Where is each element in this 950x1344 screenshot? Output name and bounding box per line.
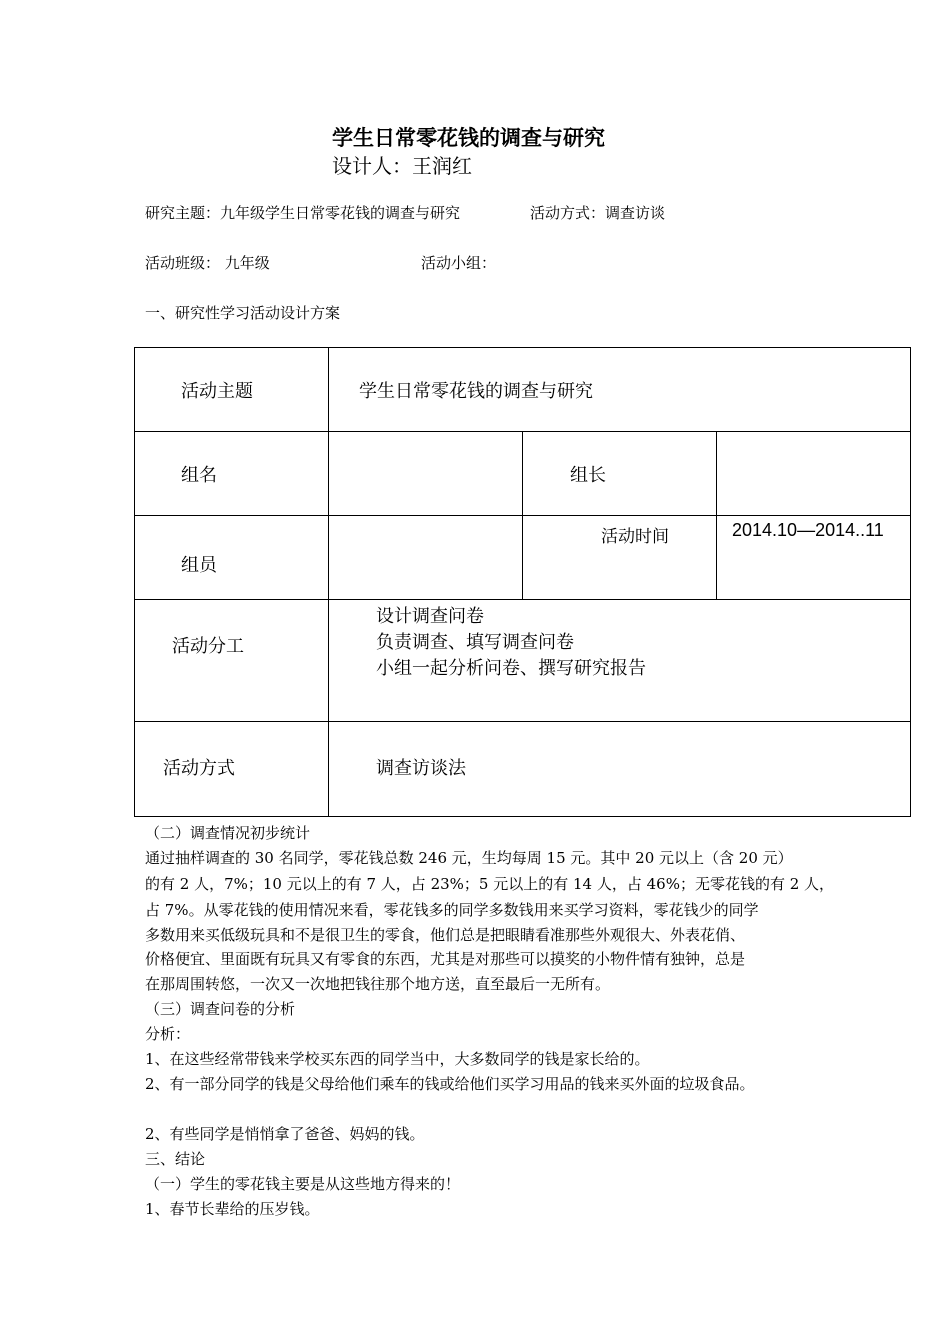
research-topic: 研究主题：九年级学生日常零花钱的调查与研究	[145, 204, 461, 222]
table-row	[135, 348, 911, 432]
activity-class: 活动班级： 九年级	[145, 254, 270, 272]
division-items-cell	[329, 600, 911, 722]
time-value-cell	[717, 516, 911, 600]
stats-line: 占 7%。从零花钱的使用情况来看，零花钱多的同学多数钱用来买学习资料，零花钱少的同学	[145, 901, 759, 919]
conclusion-heading: 三、结论	[145, 1150, 206, 1168]
division-label-cell	[135, 600, 329, 722]
method-label-cell	[135, 722, 329, 817]
stats-line: 价格便宜、里面既有玩具又有零食的东西，尤其是对那些可以摸奖的小物件情有独钟，总是	[145, 950, 746, 968]
table-row	[135, 722, 911, 817]
group-name-value-cell	[329, 432, 523, 516]
topic-value: 学生日常零花钱的调查与研究	[359, 380, 593, 402]
stats-line: 通过抽样调查的 30 名同学，零花钱总数 246 元，生均每周 15 元。其中 20 元以上（含 20 元）	[145, 849, 793, 867]
method-label: 活动方式	[163, 758, 235, 779]
conclusion-subheading: （一）学生的零花钱主要是从这些地方得来的！	[145, 1175, 461, 1193]
group-name-label: 组名	[181, 464, 217, 486]
stats-line: 在那周围转悠，一次又一次地把钱往那个地方送，直至最后一无所有。	[145, 975, 611, 993]
conclusion-item: 1、春节长辈给的压岁钱。	[145, 1200, 320, 1218]
stats-line: 的有 2 人，7%；10 元以上的有 7 人，占 23%；5 元以上的有 14 人，占 46%；无零花钱的有 2 人，	[145, 875, 835, 893]
activity-plan-table	[134, 347, 911, 817]
group-name-label-cell	[135, 432, 329, 516]
leader-label-cell	[523, 432, 717, 516]
method-value: 调查访谈法	[376, 758, 466, 779]
topic-label-cell	[135, 348, 329, 432]
author-line: 设计人：王润红	[332, 154, 472, 178]
analysis-label: 分析：	[145, 1025, 191, 1043]
time-value: 2014.10—2014..11	[732, 520, 884, 540]
division-item: 小组一起分析问卷、撰写研究报告	[376, 658, 646, 679]
section1-heading: 一、研究性学习活动设计方案	[145, 304, 341, 322]
method-value-cell	[329, 722, 911, 817]
leader-label: 组长	[570, 464, 606, 486]
document-title: 学生日常零花钱的调查与研究	[332, 125, 605, 150]
members-label-cell	[135, 516, 329, 600]
activity-group: 活动小组：	[421, 254, 497, 272]
table-row	[135, 600, 911, 722]
leader-value-cell	[717, 432, 911, 516]
members-value-cell	[329, 516, 523, 600]
division-item: 设计调查问卷	[376, 606, 484, 627]
division-label: 活动分工	[172, 636, 244, 657]
section3-heading: （三）调查问卷的分析	[145, 1000, 296, 1018]
topic-label: 活动主题	[181, 380, 253, 402]
analysis-item: 2、有一部分同学的钱是父母给他们乘车的钱或给他们买学习用品的钱来买外面的垃圾食品。	[145, 1075, 755, 1093]
activity-method: 活动方式：调查访谈	[530, 204, 666, 222]
table-row	[135, 432, 911, 516]
time-label-cell	[523, 516, 717, 600]
topic-value-cell	[329, 348, 911, 432]
table-row	[135, 516, 911, 600]
members-label: 组员	[181, 555, 217, 576]
stats-line: 多数用来买低级玩具和不是很卫生的零食，他们总是把眼睛看准那些外观很大、外表花俏、	[145, 926, 746, 944]
time-label: 活动时间	[601, 527, 669, 547]
division-item: 负责调查、填写调查问卷	[376, 632, 574, 653]
analysis-item: 1、在这些经常带钱来学校买东西的同学当中，大多数同学的钱是家长给的。	[145, 1050, 650, 1068]
analysis-item: 2、有些同学是悄悄拿了爸爸、妈妈的钱。	[145, 1125, 425, 1143]
section2-heading: （二）调查情况初步统计	[145, 824, 311, 842]
